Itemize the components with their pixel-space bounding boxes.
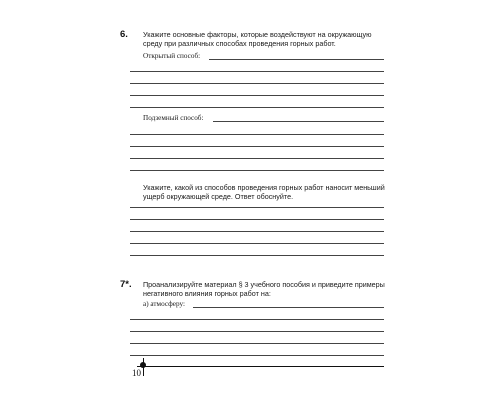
open-method-label: Открытый способ: [143,52,201,60]
answer-line[interactable] [130,231,384,232]
answer-line[interactable] [130,158,384,159]
question-7-text: Проанализируйте материал § 3 учебного пособия и приведите примеры негативного влияния горных работ на: [143,280,385,298]
answer-line[interactable] [213,121,384,122]
answer-line[interactable] [130,71,384,72]
answer-line[interactable] [130,319,384,320]
answer-line[interactable] [130,219,384,220]
question-6-text: Укажите основные факторы, которые воздействуют на окружающую среду при различных способах проведения горных работ. [143,30,372,48]
answer-line[interactable] [193,307,384,308]
answer-line[interactable] [130,331,384,332]
answer-line[interactable] [130,207,384,208]
answer-line[interactable] [130,243,384,244]
answer-line[interactable] [130,343,384,344]
question-6-subtask: Укажите, какой из способов проведения горных работ наносит меньший ущерб окружающей среде. Ответ обоснуйте. [143,183,385,201]
answer-line[interactable] [209,59,384,60]
footer-rule [137,366,384,367]
answer-line[interactable] [130,95,384,96]
answer-line[interactable] [130,146,384,147]
answer-line[interactable] [130,107,384,108]
answer-line[interactable] [130,83,384,84]
answer-line[interactable] [130,170,384,171]
answer-line[interactable] [130,255,384,256]
answer-line[interactable] [130,134,384,135]
atmosphere-label: а) атмосферу: [143,300,185,308]
page-number: 10 [132,368,141,378]
underground-method-label: Подземный способ: [143,114,204,122]
question-6-number: 6. [120,29,128,40]
question-7-number: 7*. [120,279,132,290]
answer-line[interactable] [130,355,384,356]
